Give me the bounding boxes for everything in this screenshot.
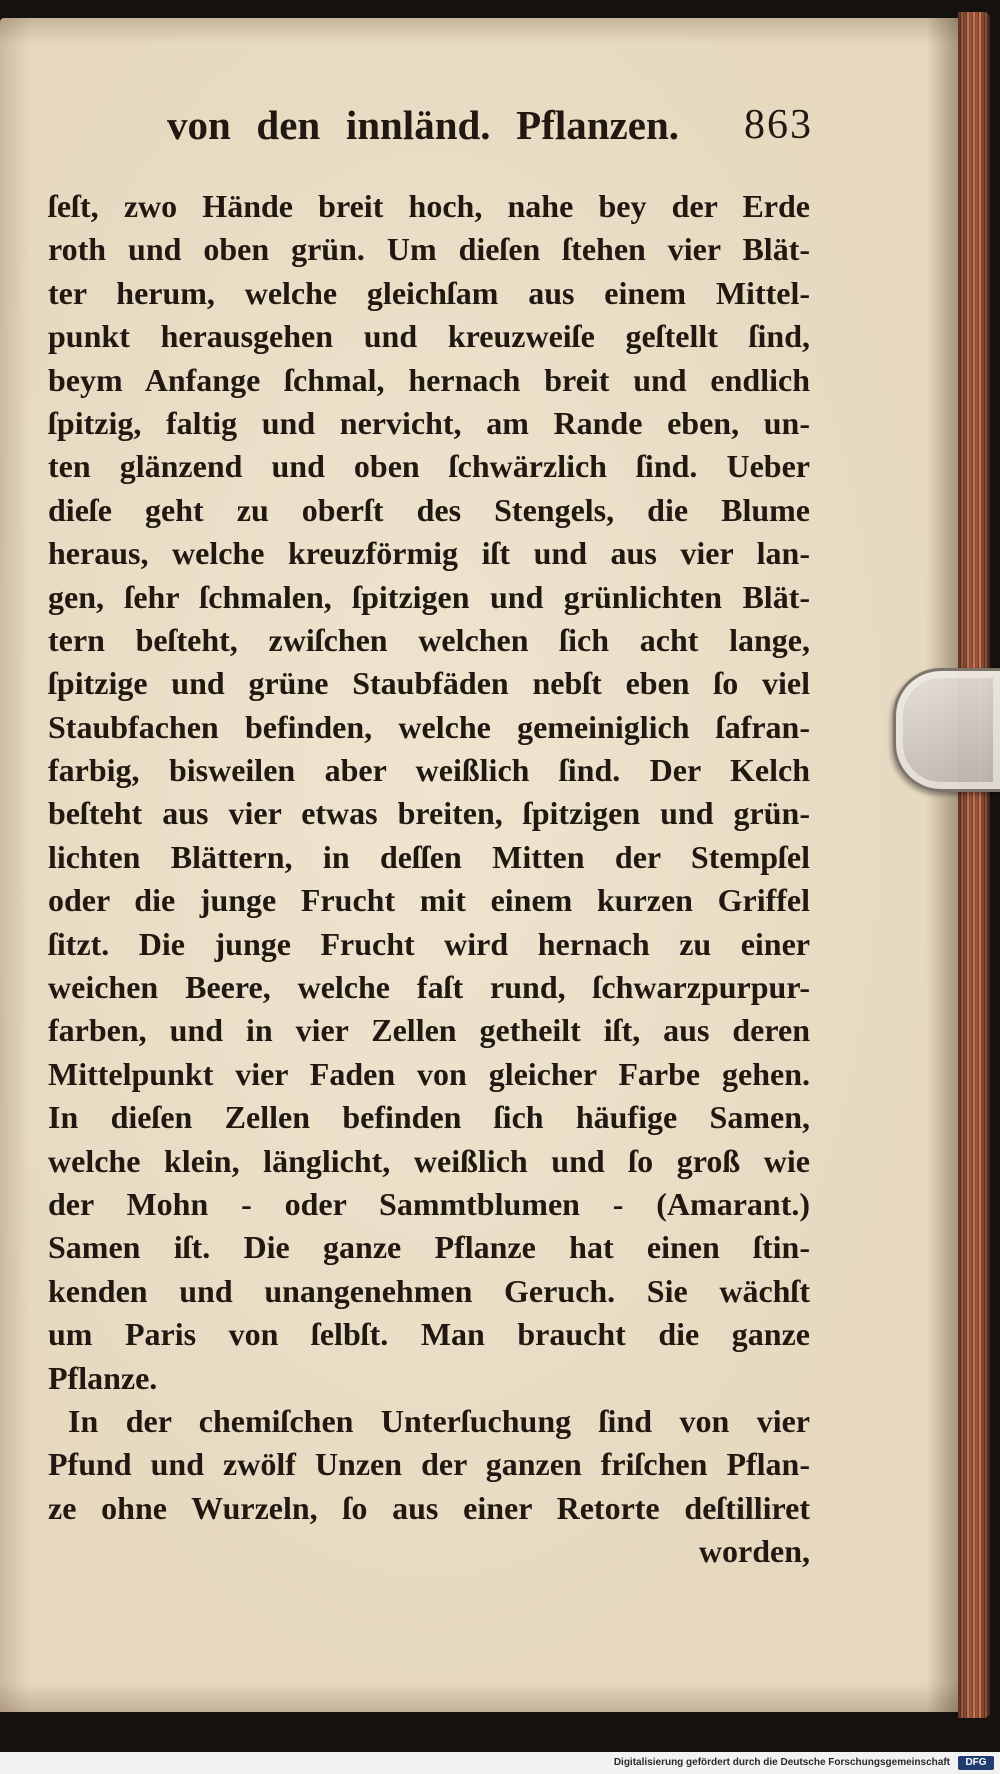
- page-edges: [958, 12, 990, 1718]
- text-line: gen, ſehr ſchmalen, ſpitzigen und grünlichten Blät-: [48, 578, 810, 615]
- text-line: Staubfachen befinden, welche gemeiniglich ſafran-: [48, 708, 810, 745]
- text-line: farben, und in vier Zellen getheilt iſt, aus deren: [48, 1012, 810, 1049]
- text-line: ze ohne Wurzeln, ſo aus einer Retorte deſtilliret: [48, 1489, 810, 1526]
- text-line: beſteht aus vier etwas breiten, ſpitzigen und grün-: [48, 795, 810, 832]
- text-line: Mittelpunkt vier Faden von gleicher Farbe gehen.: [48, 1055, 810, 1092]
- text-line: um Paris von ſelbſt. Man braucht die ganze: [48, 1316, 810, 1353]
- running-head: von den innländ. Pflanzen.: [167, 102, 679, 148]
- dfg-logo: DFG: [958, 1756, 994, 1770]
- footer-credit: Digitalisierung gefördert durch die Deutsche Forschungsgemeinschaft: [613, 1757, 950, 1768]
- text-line: ſpitzig, faltig und nervicht, am Rande eben, un-: [48, 404, 810, 441]
- body-text: [48, 185, 810, 1574]
- paragraph-end-line: Pflanze.: [48, 1359, 158, 1396]
- text-line: ter herum, welche gleichſam aus einem Mittel-: [48, 274, 810, 311]
- text-line: der Mohn - oder Sammtblumen - (Amarant.): [48, 1185, 810, 1222]
- text-line: Samen iſt. Die ganze Pflanze hat einen ſtin-: [48, 1229, 810, 1266]
- text-line: punkt herausgehen und kreuzweiſe geſtellt ſind,: [48, 318, 810, 355]
- text-line: Pfund und zwölf Unzen der ganzen friſchen Pflan-: [48, 1446, 810, 1483]
- book-page: [0, 18, 960, 1712]
- text-line: lichten Blättern, in deſſen Mitten der Stempſel: [48, 838, 810, 875]
- text-line: tern beſteht, zwiſchen welchen ſich acht lange,: [48, 621, 810, 658]
- text-line: farbig, bisweilen aber weißlich ſind. Der Kelch: [48, 752, 810, 789]
- text-line: beym Anfange ſchmal, hernach breit und endlich: [48, 361, 810, 398]
- text-line: welche klein, länglicht, weißlich und ſo groß wie: [48, 1142, 810, 1179]
- text-line: weichen Beere, welche faſt rund, ſchwarzpurpur-: [48, 969, 810, 1006]
- text-line: ten glänzend und oben ſchwärzlich ſind. Ueber: [48, 448, 810, 485]
- text-line: roth und oben grün. Um dieſen ſtehen vier Blät-: [48, 231, 810, 268]
- text-line: dieſe geht zu oberſt des Stengels, die Blume: [48, 491, 810, 528]
- digitization-footer: [0, 1752, 1000, 1774]
- text-line: In dieſen Zellen befinden ſich häufige Samen,: [48, 1099, 810, 1136]
- text-line: kenden und unangenehmen Geruch. Sie wächſt: [48, 1272, 810, 1309]
- text-line: ſitzt. Die junge Frucht wird hernach zu einer: [48, 925, 810, 962]
- text-line: ſpitzige und grüne Staubfäden nebſt eben ſo viel: [48, 665, 810, 702]
- page-number: 863: [744, 102, 813, 148]
- text-line: oder die junge Frucht mit einem kurzen Griffel: [48, 882, 810, 919]
- bookmark-clip: [893, 668, 1000, 792]
- text-line: ſeſt, zwo Hände breit hoch, nahe bey der Erde: [48, 188, 810, 224]
- catchword-line: worden,: [698, 1533, 810, 1570]
- text-line: heraus, welche kreuzförmig iſt und aus vier lan-: [48, 535, 810, 572]
- paragraph-start-line: In der chemiſchen Unterſuchung ſind von vier: [68, 1402, 810, 1439]
